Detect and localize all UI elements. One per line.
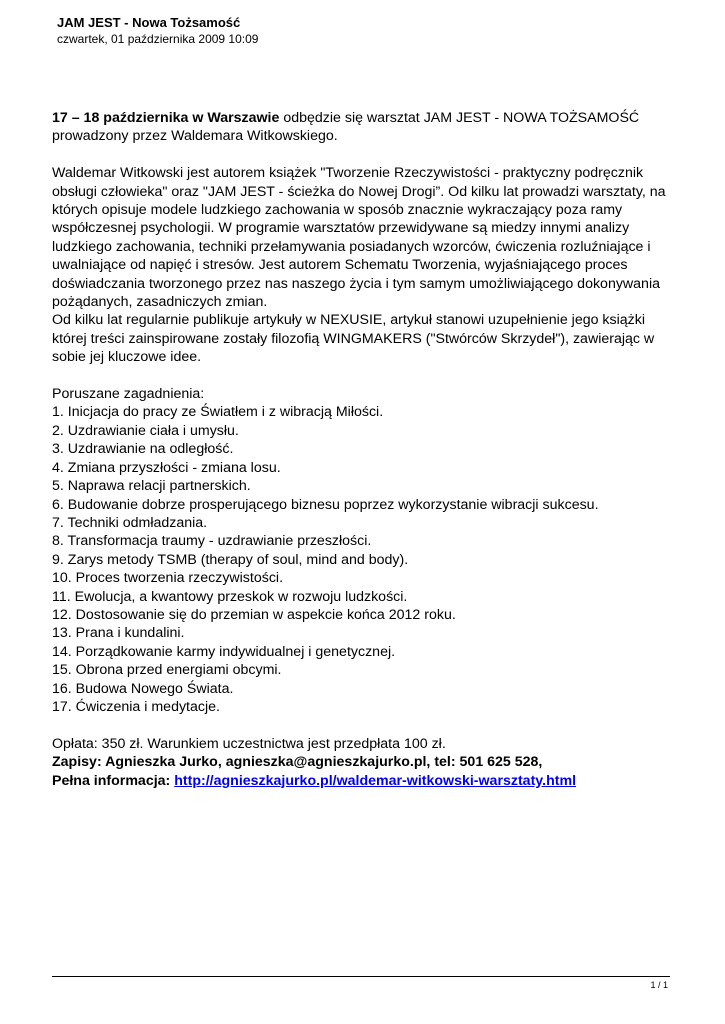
list-item: 9. Zarys metody TSMB (therapy of soul, mind and body). [52,551,409,568]
list-item: 6. Budowanie dobrze prosperującego biznesu poprzez wykorzystanie wibracji sukcesu. [52,496,599,513]
article-body [52,109,677,790]
spacer [52,146,677,164]
bio-paragraph-2: Od kilku lat regularnie publikuje artykuły w NEXUSIE, artykuł stanowi uzupełnienie jego książki której treści zainspirowane zostały filozofią WINGMAKERS ("Stwórców Skrzydeł"), zawierając w sobie jej kluczowe idee. [52,312,655,366]
list-item: 7. Techniki odmładzania. [52,514,208,531]
list-item: 17. Ćwiczenia i medytacje. [52,698,220,715]
list-item: 15. Obrona przed energiami obcymi. [52,662,282,679]
list-item: 4. Zmiana przyszłości - zmiana losu. [52,459,281,476]
list-item: 3. Uzdrawianie na odległość. [52,441,234,458]
document-date: czwartek, 01 października 2009 10:09 [57,32,259,46]
full-info [52,772,677,790]
list-item: 10. Proces tworzenia rzeczywistości. [52,570,284,587]
spacer [52,367,677,385]
list-item: 14. Porządkowanie karmy indywidualnej i genetycznej. [52,643,396,660]
list-item: 16. Budowa Nowego Świata. [52,680,234,697]
spacer [52,716,677,734]
footer-divider [52,976,670,977]
list-item: 11. Ewolucja, a kwantowy przeskok w rozwoju ludzkości. [52,588,408,605]
list-item: 5. Naprawa relacji partnerskich. [52,478,251,495]
intro-rest: odbędzie się warsztat JAM JEST - NOWA TOŻSAMOŚĆ prowadzony przez Waldemara Witkowskiego. [52,110,640,145]
full-info-label: Pełna informacja: [52,772,175,789]
bio-paragraph-1: Waldemar Witkowski jest autorem książek "Tworzenie Rzeczywistości - praktyczny podręcznik obsługi człowieka" oraz "JAM JEST - ścieżka do Nowej Drogi”. Od kilku lat prowadzi warsztaty, na których opisuje modele ludzkiego zachowania w sposób znacznie wykraczający poza ramy współczesnej psychologii. W programie warsztatów przewidywane są miedzy innymi analizy ludzkiego zachowania, techniki przełamywania posiadanych wzorców, ćwiczenia rozluźniające i uwalniające od napięć i stresów. Jest autorem Schematu Tworzenia, wyjaśniającego proces doświadczania tworzonego przez nas naszego życia i tym samym umożliwiającego dokonywania pożądanych, zasadniczych zmian. [52,165,666,311]
list-item: 12. Dostosowanie się do przemian w aspekcie końca 2012 roku. [52,606,456,623]
list-item: 1. Inicjacja do pracy ze Światłem i z wibracją Miłości. [52,404,384,421]
page-number: 1 / 1 [650,980,668,990]
list-item: 8. Transformacja traumy - uzdrawianie przeszłości. [52,533,372,550]
intro-bold: 17 – 18 października w Warszawie [52,110,280,126]
list-item: 13. Prana i kundalini. [52,625,185,642]
info-link[interactable]: http://agnieszkajurko.pl/waldemar-witkowski-warsztaty.html [174,772,577,789]
topics-heading: Poruszane zagadnienia: [52,386,205,403]
intro-paragraph [52,109,677,146]
signup-info: Zapisy: Agnieszka Jurko, agnieszka@agnieszkajurko.pl, tel: 501 625 528, [52,754,543,771]
topics-list [52,403,677,716]
list-item: 2. Uzdrawianie ciała i umysłu. [52,422,239,439]
fee-info: Opłata: 350 zł. Warunkiem uczestnictwa jest przedpłata 100 zł. [52,735,446,752]
document-title: JAM JEST - Nowa Tożsamość [57,15,241,30]
